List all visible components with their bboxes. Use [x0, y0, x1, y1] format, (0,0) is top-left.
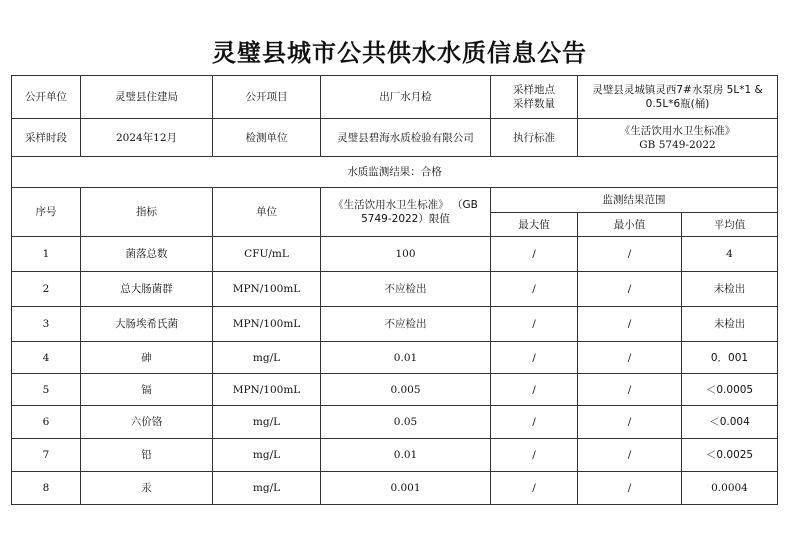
row-indicator: 汞 — [81, 472, 213, 505]
row-indicator: 砷 — [81, 342, 213, 374]
header-max: 最大值 — [491, 213, 578, 237]
row-limit: 0.001 — [321, 472, 491, 505]
row-min: / — [578, 272, 682, 307]
publisher-label: 公开单位 — [12, 76, 81, 119]
row-unit: mg/L — [213, 342, 321, 374]
sampling-label — [491, 76, 578, 119]
row-unit: mg/L — [213, 439, 321, 472]
header-limit-line-1: 《生活饮用水卫生标准》 （GB — [333, 199, 478, 211]
row-indicator: 菌落总数 — [81, 237, 213, 272]
row-no: 3 — [12, 307, 81, 342]
row-unit: mg/L — [213, 472, 321, 505]
row-limit: 0.01 — [321, 342, 491, 374]
row-min: / — [578, 342, 682, 374]
item-label: 公开项目 — [213, 76, 321, 119]
row-limit: 100 — [321, 237, 491, 272]
row-unit: MPN/100mL — [213, 272, 321, 307]
row-min: / — [578, 374, 682, 406]
header-limit-line-2: 5749-2022）限值 — [361, 213, 450, 225]
header-row-1 — [12, 188, 778, 213]
row-limit: 不应检出 — [321, 272, 491, 307]
row-avg: 未检出 — [682, 307, 778, 342]
standard-code: GB 5749-2022 — [639, 138, 716, 151]
row-no: 6 — [12, 406, 81, 439]
row-unit: CFU/mL — [213, 237, 321, 272]
row-min: / — [578, 439, 682, 472]
test-unit-value: 灵璧县碧海水质检验有限公司 — [321, 119, 491, 157]
table-row — [12, 307, 778, 342]
standard-name: 《生活饮用水卫生标准》 — [619, 124, 736, 137]
row-max: / — [491, 406, 578, 439]
row-limit: 0.01 — [321, 439, 491, 472]
row-indicator: 铅 — [81, 439, 213, 472]
row-max: / — [491, 272, 578, 307]
row-no: 5 — [12, 374, 81, 406]
header-no: 序号 — [12, 188, 81, 237]
publisher-value: 灵璧县住建局 — [81, 76, 213, 119]
table-row — [12, 374, 778, 406]
water-quality-table — [11, 75, 778, 505]
overall-result: 水质监测结果：合格 — [12, 157, 778, 188]
row-no: 8 — [12, 472, 81, 505]
row-no: 1 — [12, 237, 81, 272]
row-avg: ＜0.0005 — [682, 374, 778, 406]
row-limit: 0.05 — [321, 406, 491, 439]
row-min: / — [578, 472, 682, 505]
table-row — [12, 237, 778, 272]
header-range: 监测结果范围 — [491, 188, 778, 213]
standard-label: 执行标准 — [491, 119, 578, 157]
sampling-quantity-label: 采样数量 — [513, 98, 555, 110]
period-label: 采样时段 — [12, 119, 81, 157]
row-no: 7 — [12, 439, 81, 472]
row-no: 4 — [12, 342, 81, 374]
header-limit — [321, 188, 491, 237]
header-avg: 平均值 — [682, 213, 778, 237]
item-value: 出厂水月检 — [321, 76, 491, 119]
info-row-1 — [12, 76, 778, 119]
row-unit: MPN/100mL — [213, 307, 321, 342]
row-min: / — [578, 307, 682, 342]
row-unit: MPN/100mL — [213, 374, 321, 406]
table-row — [12, 406, 778, 439]
info-row-2 — [12, 119, 778, 157]
table-row — [12, 439, 778, 472]
sampling-location-value: 灵璧县灵城镇灵西7#水泵房 5L*1 & — [592, 84, 763, 96]
row-avg: ＜0.004 — [682, 406, 778, 439]
row-avg: ＜0.0025 — [682, 439, 778, 472]
header-min: 最小值 — [578, 213, 682, 237]
row-indicator: 总大肠菌群 — [81, 272, 213, 307]
row-no: 2 — [12, 272, 81, 307]
row-max: / — [491, 307, 578, 342]
header-unit: 单位 — [213, 188, 321, 237]
row-indicator: 大肠埃希氏菌 — [81, 307, 213, 342]
sampling-location-label: 采样地点 — [513, 84, 555, 96]
row-limit: 0.005 — [321, 374, 491, 406]
row-max: / — [491, 439, 578, 472]
row-max: / — [491, 472, 578, 505]
row-min: / — [578, 237, 682, 272]
row-max: / — [491, 374, 578, 406]
row-min: / — [578, 406, 682, 439]
row-avg: 0.0004 — [682, 472, 778, 505]
result-row — [12, 157, 778, 188]
row-avg: 0．001 — [682, 342, 778, 374]
row-max: / — [491, 342, 578, 374]
table-row — [12, 272, 778, 307]
row-max: / — [491, 237, 578, 272]
table-row — [12, 342, 778, 374]
table-row — [12, 472, 778, 505]
page-title: 灵璧县城市公共供水水质信息公告 — [212, 39, 587, 67]
standard-value — [578, 119, 778, 157]
header-indicator: 指标 — [81, 188, 213, 237]
row-limit: 不应检出 — [321, 307, 491, 342]
row-indicator: 六价铬 — [81, 406, 213, 439]
sampling-quantity-value: 0.5L*6瓶(桶) — [645, 98, 710, 110]
period-value: 2024年12月 — [81, 119, 213, 157]
row-unit: mg/L — [213, 406, 321, 439]
test-unit-label: 检测单位 — [213, 119, 321, 157]
row-indicator: 镉 — [81, 374, 213, 406]
row-avg: 4 — [682, 237, 778, 272]
row-avg: 未检出 — [682, 272, 778, 307]
sampling-value — [578, 76, 778, 119]
